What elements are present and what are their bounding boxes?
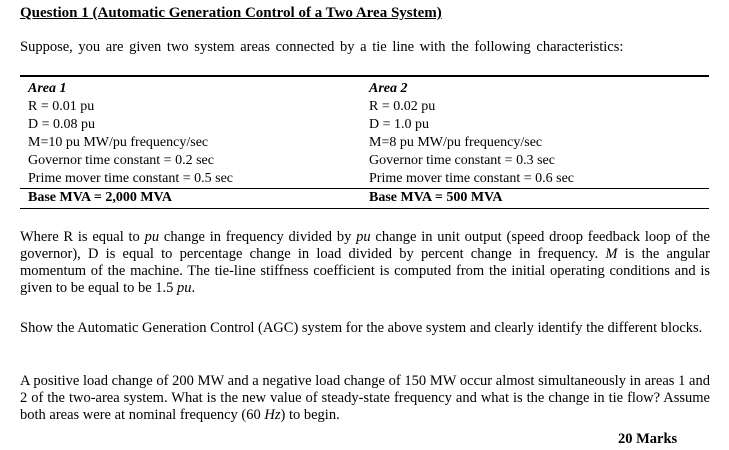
area-2-heading: Area 2 xyxy=(369,81,408,96)
area-1-heading: Area 1 xyxy=(28,81,67,96)
area-1-prime-mover: Prime mover time constant = 0.5 sec xyxy=(28,171,234,186)
para3-text-2: ) to begin. xyxy=(280,407,340,423)
para1-text-1: Where R is equal to xyxy=(20,229,145,245)
area-1-base-mva: Base MVA = 2,000 MVA xyxy=(28,190,172,205)
para3-text-1: A positive load change of 200 MW and a negative load change of 150 MW occur almost simultaneously in areas 1 and 2 of the two-area system. What is the new value of steady-state frequency and what is the change in tie flow? Assume both areas were at nominal frequency (60 xyxy=(20,373,710,423)
para1-pu-2: pu xyxy=(356,229,371,245)
question-title: Question 1 (Automatic Generation Control of a Two Area System) xyxy=(20,5,442,21)
para1-text-4: is the angular momentum of the machine. The tie-line stiffness coefficient is computed from the initial operating conditions and is given to be equal to be 1.5 xyxy=(20,246,710,296)
area-2-prime-mover: Prime mover time constant = 0.6 sec xyxy=(369,171,575,186)
area-2-m: M=8 pu MW/pu frequency/sec xyxy=(369,135,543,150)
definitions-paragraph xyxy=(20,229,710,297)
area-1-governor: Governor time constant = 0.2 sec xyxy=(28,153,214,168)
area-1-r: R = 0.01 pu xyxy=(28,99,95,114)
intro-text: Suppose, you are given two system areas connected by a tie line with the following characteristics: xyxy=(20,39,624,55)
para3-hz: Hz xyxy=(264,407,281,423)
para1-text-5: . xyxy=(191,280,196,296)
table-separator-line xyxy=(20,188,709,189)
load-change-paragraph xyxy=(20,373,710,424)
para1-text-2: change in frequency divided by xyxy=(159,229,357,245)
para1-text-3: change in unit output (speed droop feedback loop of the governor), D is equal to percentage change in load divided by percent change in frequency. xyxy=(20,229,710,262)
para1-pu-3: pu xyxy=(177,280,192,296)
area-2-r: R = 0.02 pu xyxy=(369,99,436,114)
para1-pu-1: pu xyxy=(144,229,160,245)
area-1-d: D = 0.08 pu xyxy=(28,117,96,132)
marks-label: 20 Marks xyxy=(618,431,678,447)
area-characteristics-table xyxy=(20,75,709,209)
area-2-governor: Governor time constant = 0.3 sec xyxy=(369,153,555,168)
area-2-base-mva: Base MVA = 500 MVA xyxy=(369,190,503,205)
area-2-d: D = 1.0 pu xyxy=(369,117,430,132)
area-1-m: M=10 pu MW/pu frequency/sec xyxy=(28,135,209,150)
agc-task-paragraph: Show the Automatic Generation Control (AGC) system for the above system and clearly identify the different blocks. xyxy=(20,320,703,336)
para1-m: M xyxy=(605,246,618,262)
